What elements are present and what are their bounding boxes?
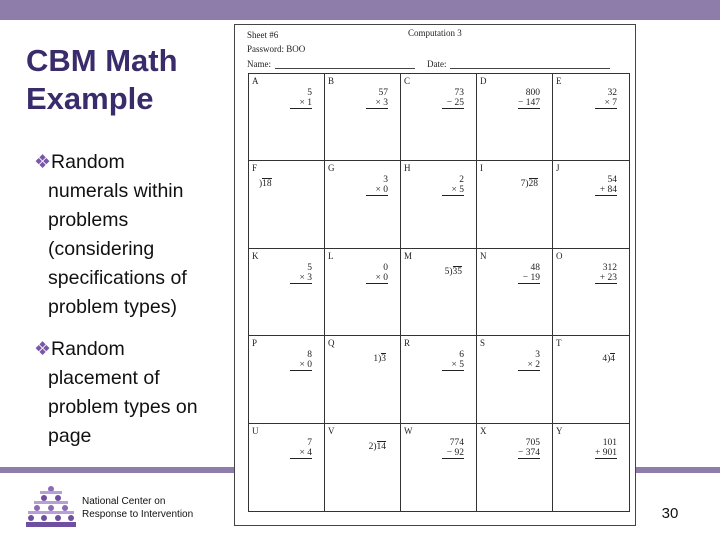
problem-letter: G [328, 163, 335, 174]
operand-top: 312 [602, 262, 617, 273]
bullet-text-line: page [48, 425, 92, 447]
operand-top: 774 [449, 437, 464, 448]
problem-cell [553, 424, 629, 511]
problem-letter: K [252, 250, 259, 261]
operand-top: 7 [307, 437, 312, 448]
problem-cell [401, 74, 477, 161]
problem-letter: M [404, 250, 413, 261]
problem-cell [553, 336, 629, 423]
problem-cell [325, 336, 401, 423]
operand-bottom: + 84 [595, 185, 617, 196]
problem-letter: J [556, 163, 560, 174]
problem-letter: P [252, 338, 258, 349]
footer-org-line-1: National Center on [82, 496, 166, 507]
worksheet-image [234, 24, 636, 526]
problem-letter: Q [328, 338, 335, 349]
footer-org-line-2: Response to Intervention [82, 509, 194, 520]
slide-title [26, 42, 226, 118]
problem-cell [553, 161, 629, 248]
operand-bottom: × 0 [366, 273, 388, 284]
operand-bottom: × 4 [290, 448, 312, 459]
operand-bottom: − 92 [442, 448, 464, 459]
operand-bottom: × 5 [442, 360, 464, 371]
problem-cell [325, 424, 401, 511]
operand-top: 8 [307, 350, 312, 361]
problem-letter: F [252, 163, 258, 174]
arithmetic-problem [290, 438, 312, 459]
operand-bottom: − 25 [442, 98, 464, 109]
footer-organization [82, 495, 193, 521]
problem-letter: L [328, 250, 334, 261]
bullet-text-line: problem types on [48, 396, 198, 418]
division-bracket-icon: ) [259, 179, 263, 190]
arithmetic-problem [595, 438, 617, 459]
problem-letter: T [556, 338, 562, 349]
division-problem [369, 442, 386, 452]
operand-bottom: − 19 [518, 273, 540, 284]
arithmetic-problem [518, 263, 540, 284]
arithmetic-problem [290, 88, 312, 109]
arithmetic-problem [518, 88, 540, 109]
operand-bottom: × 3 [290, 273, 312, 284]
problem-letter: U [252, 425, 259, 436]
operand-top: 3 [383, 175, 388, 186]
page-number: 30 [661, 505, 679, 522]
problem-letter: C [404, 76, 411, 86]
password-label: Password: BOO [247, 44, 306, 54]
division-problem [521, 179, 538, 189]
division-bracket-icon: ) [607, 354, 611, 365]
problem-letter: W [404, 425, 413, 436]
operand-top: 5 [307, 262, 312, 273]
problem-cell [477, 161, 553, 248]
problem-letter: S [480, 338, 486, 349]
operand-top: 73 [454, 88, 464, 98]
dividend: 4 [610, 354, 615, 365]
operand-top: 800 [525, 88, 540, 98]
operand-top: 48 [530, 262, 540, 273]
problem-cell [325, 74, 401, 161]
operand-top: 705 [525, 437, 540, 448]
top-accent-bar [0, 0, 720, 20]
sheet-number: Sheet #6 [247, 30, 279, 40]
division-bracket-icon: ) [378, 354, 382, 365]
divisor: 5 [444, 266, 450, 277]
problem-cell [249, 424, 325, 511]
bullet-diamond-icon: ❖ [34, 339, 52, 360]
name-label: Name: [247, 59, 271, 69]
division-problem [445, 267, 462, 277]
operand-bottom: × 1 [290, 98, 312, 109]
problem-letter: A [252, 76, 259, 86]
bullet-diamond-icon: ❖ [34, 152, 52, 173]
operand-top: 2 [459, 175, 464, 186]
bullet-text-line: numerals within [48, 180, 184, 202]
operand-bottom: × 3 [366, 98, 388, 109]
division-problem [373, 354, 386, 364]
computation-label: Computation 3 [408, 28, 462, 38]
divisor: 4 [602, 354, 608, 365]
arithmetic-problem [442, 88, 464, 109]
problem-cell [477, 249, 553, 336]
problem-letter: D [480, 76, 487, 86]
bullet-text-line: problems [48, 209, 129, 231]
problem-cell [477, 424, 553, 511]
problem-cell [249, 336, 325, 423]
arithmetic-problem [442, 350, 464, 371]
problem-cell [325, 161, 401, 248]
operand-top: 0 [383, 262, 388, 273]
bullet-text-first: Random [51, 338, 125, 360]
operand-top: 101 [602, 437, 617, 448]
operand-bottom: × 2 [518, 360, 540, 371]
arithmetic-problem [595, 263, 617, 284]
divisor: 7 [520, 179, 526, 190]
problem-letter: N [480, 250, 487, 261]
problem-cell [553, 74, 629, 161]
date-label: Date: [427, 59, 447, 69]
name-line [275, 68, 415, 69]
division-bracket-icon: ) [525, 179, 529, 190]
operand-bottom: + 23 [595, 273, 617, 284]
dividend: 3 [381, 354, 386, 365]
problem-cell [249, 161, 325, 248]
problem-letter: R [404, 338, 411, 349]
problem-letter: B [328, 76, 335, 86]
bullet-text-line: (considering [48, 238, 155, 260]
problem-letter: I [480, 163, 483, 174]
problem-cell [249, 74, 325, 161]
division-problem [259, 179, 272, 189]
date-line [450, 68, 610, 69]
operand-bottom: + 901 [595, 447, 617, 458]
division-bracket-icon: ) [373, 441, 377, 452]
divisor: 1 [373, 354, 379, 365]
bullet-text-line: specifications of [48, 267, 187, 289]
operand-bottom: − 374 [518, 447, 540, 458]
operand-top: 57 [378, 88, 388, 98]
problem-grid [248, 73, 630, 512]
bullet-random-placement [34, 335, 230, 451]
nccrti-logo-icon [26, 485, 76, 529]
operand-bottom: × 5 [442, 185, 464, 196]
dividend: 18 [262, 179, 272, 190]
problem-letter: H [404, 163, 411, 174]
operand-bottom: × 0 [290, 360, 312, 371]
operand-top: 3 [535, 350, 540, 361]
dividend: 35 [452, 266, 462, 277]
problem-letter: Y [556, 425, 563, 436]
arithmetic-problem [366, 175, 388, 196]
problem-cell [477, 336, 553, 423]
arithmetic-problem [518, 438, 540, 459]
arithmetic-problem [442, 175, 464, 196]
operand-bottom: × 0 [366, 185, 388, 196]
operand-top: 54 [607, 175, 617, 186]
problem-letter: V [328, 425, 335, 436]
title-line-2: Example [26, 81, 154, 116]
problem-cell [401, 336, 477, 423]
dividend: 28 [528, 179, 538, 190]
operand-top: 6 [459, 350, 464, 361]
divisor: 2 [368, 441, 374, 452]
operand-top: 5 [307, 88, 312, 98]
problem-cell [401, 249, 477, 336]
problem-cell [553, 249, 629, 336]
arithmetic-problem [366, 263, 388, 284]
operand-bottom: − 147 [518, 98, 540, 108]
division-bracket-icon: ) [449, 266, 453, 277]
arithmetic-problem [595, 88, 617, 109]
division-problem [602, 354, 615, 364]
problem-letter: X [480, 425, 487, 436]
problem-cell [477, 74, 553, 161]
problem-cell [249, 249, 325, 336]
arithmetic-problem [290, 350, 312, 371]
problem-letter: O [556, 250, 563, 261]
bullet-text-line: placement of [48, 367, 160, 389]
problem-letter: E [556, 76, 562, 86]
bullet-random-numerals [34, 148, 230, 322]
arithmetic-problem [518, 350, 540, 371]
bullet-text-first: Random [51, 151, 125, 173]
arithmetic-problem [290, 263, 312, 284]
problem-cell [401, 161, 477, 248]
problem-cell [325, 249, 401, 336]
arithmetic-problem [366, 88, 388, 109]
dividend: 14 [376, 441, 386, 452]
problem-cell [401, 424, 477, 511]
arithmetic-problem [595, 175, 617, 196]
operand-bottom: × 7 [595, 98, 617, 109]
bullet-text-line: problem types) [48, 296, 177, 318]
operand-top: 32 [607, 88, 617, 98]
title-line-1: CBM Math [26, 43, 178, 78]
arithmetic-problem [442, 438, 464, 459]
